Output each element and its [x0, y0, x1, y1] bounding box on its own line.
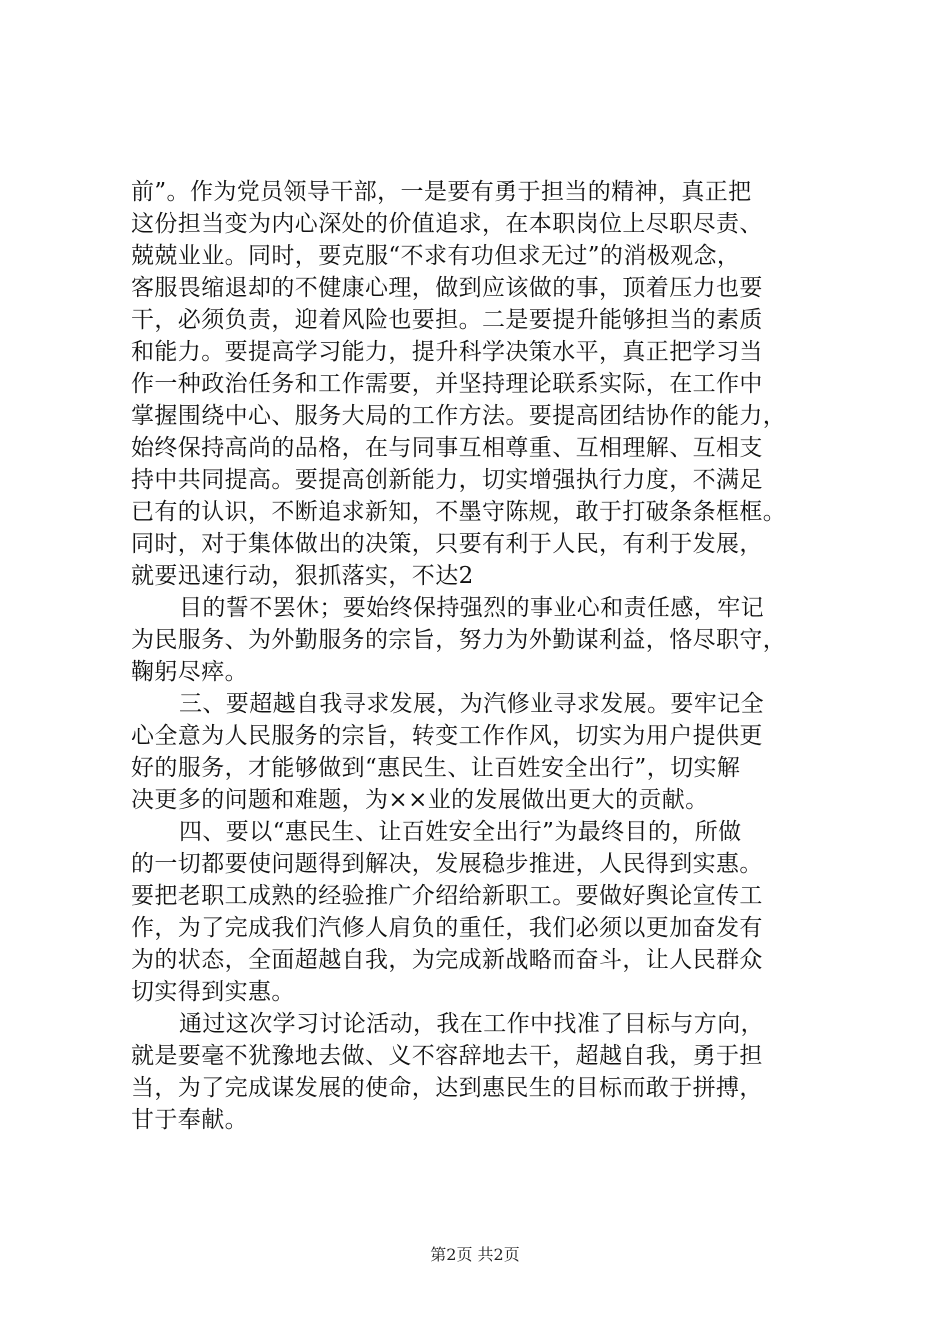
text-line: 为的状态，全面超越自我，为完成新战略而奋斗，让人民群众	[131, 947, 763, 973]
text-line: 鞠躬尽瘁。	[131, 659, 248, 685]
page-number-footer: 第2页 共2页	[430, 1245, 520, 1264]
text-line: 的一切都要使问题得到解决，发展稳步推进，人民得到实惠。	[131, 851, 763, 877]
text-line: 为民服务、为外勤服务的宗旨，努力为外勤谋利益，恪尽职守，	[131, 627, 787, 653]
paragraph-first-line: 通过这次学习讨论活动，我在工作中找准了目标与方向，	[179, 1011, 764, 1037]
text-line: 始终保持高尚的品格，在与同事互相尊重、互相理解、互相支	[131, 435, 763, 461]
text-line: 持中共同提高。要提高创新能力，切实增强执行力度，不满足	[131, 467, 763, 493]
text-line: 要把老职工成熟的经验推广介绍给新职工。要做好舆论宣传工	[131, 883, 763, 909]
text-line: 好的服务，才能够做到“惠民生、让百姓安全出行”，切实解	[131, 755, 741, 781]
text-line: 同时，对于集体做出的决策，只要有利于人民，有利于发展，	[131, 531, 763, 557]
text-line: 当，为了完成谋发展的使命，达到惠民生的目标而敢于拼搏，	[131, 1075, 763, 1101]
text-line: 就要迅速行动，狠抓落实，不达2	[131, 563, 474, 589]
text-line: 掌握围绕中心、服务大局的工作方法。要提高团结协作的能力，	[131, 403, 787, 429]
text-line: 客服畏缩退却的不健康心理，做到应该做的事，顶着压力也要	[131, 275, 763, 301]
body-text	[131, 176, 851, 1136]
text-line: 作，为了完成我们汽修人肩负的重任，我们必须以更加奋发有	[131, 915, 763, 941]
text-line: 和能力。要提高学习能力，提升科学决策水平，真正把学习当	[131, 339, 763, 365]
text-line: 就是要毫不犹豫地去做、义不容辞地去干，超越自我，勇于担	[131, 1043, 763, 1069]
text-line: 决更多的问题和难题，为××业的发展做出更大的贡献。	[131, 787, 709, 813]
text-line: 前”。作为党员领导干部，一是要有勇于担当的精神，真正把	[131, 179, 752, 205]
text-line: 心全意为人民服务的宗旨，转变工作作风，切实为用户提供更	[131, 723, 763, 749]
paragraph-first-line: 四、要以“惠民生、让百姓安全出行”为最终目的，所做	[179, 819, 742, 845]
text-line: 甘于奉献。	[131, 1107, 248, 1133]
text-line: 干，必须负责，迎着风险也要担。二是要提升能够担当的素质	[131, 307, 763, 333]
paragraph-first-line: 三、要超越自我寻求发展，为汽修业寻求发展。要牢记全	[179, 691, 764, 717]
text-line: 这份担当变为内心深处的价值追求，在本职岗位上尽职尽责、	[131, 211, 763, 237]
text-line: 已有的认识，不断追求新知，不墨守陈规，敢于打破条条框框。	[131, 499, 787, 525]
text-line: 作一种政治任务和工作需要，并坚持理论联系实际，在工作中	[131, 371, 763, 397]
paragraph-first-line: 目的誓不罢休；要始终保持强烈的事业心和责任感，牢记	[179, 595, 764, 621]
text-line: 切实得到实惠。	[131, 979, 295, 1005]
text-line: 兢兢业业。同时，要克服“不求有功但求无过”的消极观念，	[131, 243, 741, 269]
